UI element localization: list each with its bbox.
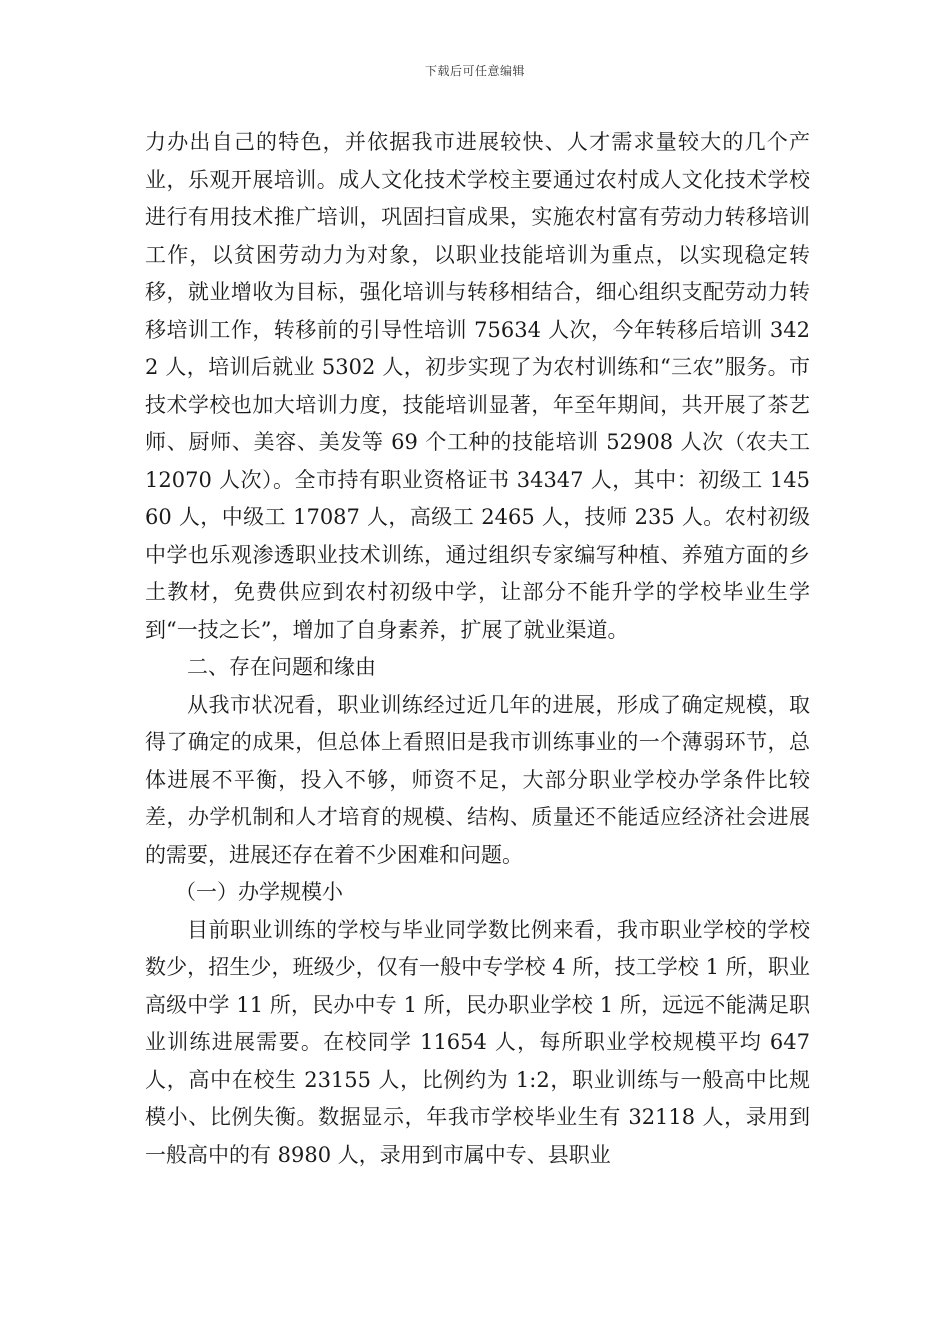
document-body — [145, 124, 810, 1174]
page-header: 下载后可任意编辑 — [424, 64, 525, 78]
subsection-heading-scale: （一）办学规模小 — [175, 880, 343, 904]
section-heading-problems: 二、存在问题和缘由 — [187, 655, 376, 679]
paragraph-problems-summary: 从我市状况看，职业训练经过近几年的进展，形成了确定规模，取得了确定的成果，但总体上看照旧是我市训练事业的一个薄弱环节，总体进展不平衡，投入不够，师资不足，大部分职业学校办学条件比较差，办学机制和人才培育的规模、结构、质量还不能适应经济社会进展的需要，进展还存在着不少困难和问题。 — [145, 692, 810, 867]
paragraph-school-scale: 目前职业训练的学校与毕业同学数比例来看，我市职业学校的学校数少，招生少，班级少，仅有一般中专学校 4 所，技工学校 1 所，职业高级中学 11 所，民办中专 1 所，民办职业学校 1 所，远远不能满足职业训练进展需要。在校同学 11654 人，每所职业学校规模平均 647 人，高中在校生 23155 人，比例约为 1:2，职业训练与一般高中比规模小、比例失衡。数据显示，年我市学校毕业生有 32118 人，录用到一般高中的有 8980 人，录用到市属中专、县职业 — [145, 917, 810, 1167]
paragraph-training-overview: 力办出自己的特色，并依据我市进展较快、人才需求量较大的几个产业，乐观开展培训。成人文化技术学校主要通过农村成人文化技术学校进行有用技术推广培训，巩固扫盲成果，实施农村富有劳动力转移培训工作，以贫困劳动力为对象，以职业技能培训为重点，以实现稳定转移，就业增收为目标，强化培训与转移相结合，细心组织支配劳动力转移培训工作，转移前的引导性培训 75634 人次，今年转移后培训 3422 人，培训后就业 5302 人，初步实现了为农村训练和“三农”服务。市技术学校也加大培训力度，技能培训显著，年至年期间，共开展了茶艺师、厨师、美容、美发等 69 个工种的技能培训 52908 人次（农夫工 12070 人次）。全市持有职业资格证书 34347 人，其中：初级工 14560 人，中级工 17087 人，高级工 2465 人，技师 235 人。农村初级中学也乐观渗透职业技术训练，通过组织专家编写种植、养殖方面的乡土教材，免费供应到农村初级中学，让部分不能升学的学校毕业生学到“一技之长”，增加了自身素养，扩展了就业渠道。 — [145, 130, 810, 642]
